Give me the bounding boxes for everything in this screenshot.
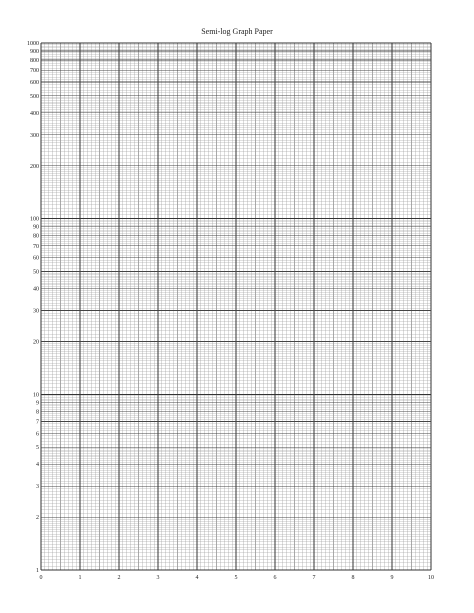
x-tick-label: 8 — [351, 575, 355, 581]
x-tick-label: 5 — [234, 575, 238, 581]
x-tick-label: 1 — [78, 575, 82, 581]
y-tick-label: 700 — [30, 68, 39, 75]
y-tick-label: 10 — [33, 392, 39, 399]
y-tick-label: 200 — [30, 163, 39, 170]
x-tick-label: 0 — [39, 575, 43, 581]
y-tick-label: 3 — [36, 484, 39, 491]
y-tick-label: 30 — [33, 308, 39, 315]
x-tick-label: 10 — [428, 575, 434, 581]
y-tick-label: 400 — [30, 110, 39, 117]
y-tick-label: 2 — [36, 515, 39, 522]
y-tick-label: 500 — [30, 93, 39, 100]
y-tick-label: 50 — [33, 269, 39, 276]
y-tick-label: 4 — [36, 462, 39, 469]
y-axis-tick-labels — [27, 41, 39, 574]
y-tick-label: 1000 — [27, 41, 39, 47]
y-tick-label: 90 — [33, 224, 39, 231]
x-tick-label: 2 — [117, 575, 121, 581]
y-tick-label: 60 — [33, 255, 39, 262]
y-tick-label: 7 — [36, 419, 39, 426]
x-tick-label: 4 — [195, 575, 199, 581]
y-tick-label: 600 — [30, 79, 39, 86]
y-tick-label: 900 — [30, 49, 39, 56]
y-tick-label: 5 — [36, 445, 39, 452]
y-tick-label: 6 — [36, 431, 39, 438]
y-tick-label: 8 — [36, 409, 39, 416]
y-tick-label: 100 — [30, 216, 39, 223]
y-tick-label: 70 — [33, 243, 39, 250]
y-tick-label: 80 — [33, 233, 39, 240]
y-tick-label: 1 — [36, 568, 39, 574]
x-tick-label: 3 — [156, 575, 160, 581]
chart-title: Semi-log Graph Paper — [201, 27, 273, 36]
y-tick-label: 40 — [33, 286, 39, 293]
y-tick-label: 20 — [33, 339, 39, 346]
y-tick-label: 9 — [36, 400, 39, 407]
y-tick-label: 800 — [30, 58, 39, 65]
x-axis-tick-labels — [40, 575, 435, 581]
x-tick-label: 6 — [273, 575, 277, 581]
x-tick-label: 7 — [312, 575, 316, 581]
y-tick-label: 300 — [30, 132, 39, 139]
x-tick-label: 9 — [390, 575, 394, 581]
